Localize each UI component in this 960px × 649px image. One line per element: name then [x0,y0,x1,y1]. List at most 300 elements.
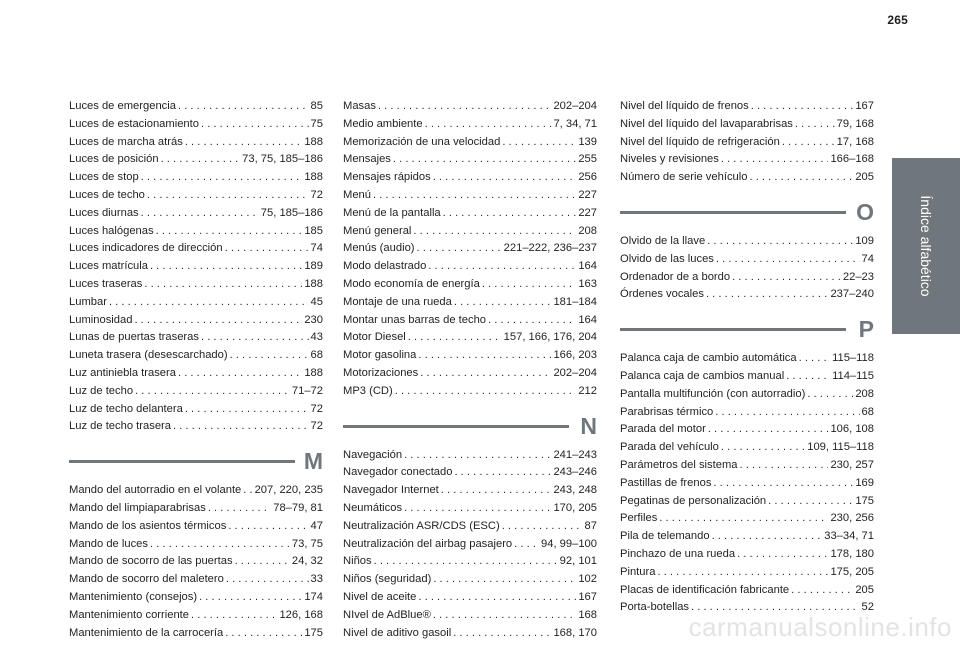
index-entry [343,294,597,312]
index-entry [620,493,874,511]
dot-leader [199,589,302,607]
entry-term: Mantenimiento corriente [69,608,190,621]
entry-term: Mando del autorradio en el volante [69,484,242,497]
dot-leader [230,347,309,365]
dot-leader [185,401,309,419]
entry-term: Motor gasolina [343,349,417,362]
entry-pages: 157, 166, 176, 204 [503,331,597,344]
index-entry [343,571,597,589]
entry-term: Olvido de la llave [620,234,706,247]
entry-pages: 33–34, 71 [824,530,874,543]
entry-pages: 185 [304,224,323,237]
entry-term: Luz antiniebla trasera [69,366,176,379]
entry-term: Montaje de una rueda [343,295,452,308]
entry-pages: 163 [578,277,597,290]
index-entry [620,546,874,564]
index-group [620,198,874,304]
index-entry [620,151,874,169]
entry-pages: 109 [855,234,874,247]
entry-pages: 52 [861,601,874,614]
dot-leader [147,187,309,205]
dot-leader [433,571,576,589]
letter-divider [620,328,846,331]
entry-pages: 243–246 [553,466,597,479]
entry-term: Niños [343,555,372,568]
entry-pages: 174 [304,590,323,603]
entry-term: Motorizaciones [343,366,419,379]
entry-term: Nivel del líquido de refrigeración [620,135,780,148]
index-entry [343,134,597,152]
entry-pages: 72 [310,188,323,201]
dot-leader [706,286,828,304]
entry-term: Nivel de aditivo gasoil [343,626,452,639]
entry-term: Neutralización ASR/CDS (ESC) [343,519,500,532]
entry-term: Modo delastrado [343,260,427,273]
index-group [343,412,597,643]
entry-pages: 256 [578,171,597,184]
entry-term: NIvel de AdBlue® [343,608,431,621]
index-entry [343,447,597,465]
entry-pages: 94, 99–100 [541,537,597,550]
entry-pages: 243, 248 [553,484,597,497]
entry-term: Menús (audio) [343,242,415,255]
entry-term: Niños (seguridad) [343,573,432,586]
dot-leader [768,493,853,511]
dot-leader [751,98,854,116]
index-entry [343,151,597,169]
entry-pages: 230 [304,313,323,326]
index-entry [69,223,323,241]
dot-leader [453,625,551,643]
index-entry [69,258,323,276]
entry-pages: 241–243 [553,448,597,461]
entry-term: Lumbar [69,295,107,308]
index-entry [620,233,874,251]
entry-term: Mensajes [343,153,391,166]
dot-leader [707,233,853,251]
dot-leader [514,536,539,554]
entry-term: Menú [343,188,371,201]
index-entry [620,98,874,116]
index-entry [343,365,597,383]
entry-pages: 188 [304,277,323,290]
index-entry [69,276,323,294]
index-entry [343,625,597,643]
index-entry [343,383,597,401]
letter-heading [343,412,597,445]
entry-pages: 102 [578,573,597,586]
dot-leader [782,134,835,152]
dot-leader [191,607,277,625]
index-group [69,447,323,642]
watermark: carmanualsonline.info [688,612,952,642]
entry-pages: 205 [855,583,874,596]
entry-pages: 188 [304,135,323,148]
index-entry [620,404,874,422]
dot-leader [502,134,576,152]
entry-pages: 164 [578,260,597,273]
entry-pages: 78–79, 81 [273,501,323,514]
entry-pages: 230, 257 [830,458,874,471]
dot-leader [144,276,302,294]
entry-pages: 230, 256 [830,512,874,525]
index-entry [620,386,874,404]
entry-pages: 47 [310,519,323,532]
entry-term: Porta-botellas [620,601,690,614]
entry-pages: 164 [578,313,597,326]
letter-heading [620,315,874,348]
dot-leader [454,464,551,482]
dot-leader [243,482,252,500]
entry-pages: 202–204 [553,100,597,112]
dot-leader [395,383,577,401]
dot-leader [417,240,502,258]
entry-term: Pantalla multifunción (con autorradio) [620,387,806,400]
index-entry [69,205,323,223]
dot-leader [502,518,583,536]
entry-term: Luz de techo delantera [69,402,183,415]
dot-leader [156,223,303,241]
entry-pages: 7, 34, 71 [553,117,597,130]
entry-pages: 189 [304,260,323,273]
index-group [620,315,874,617]
index-entry [343,116,597,134]
index-entry [69,134,323,152]
entry-term: Mensajes rápidos [343,171,431,184]
entry-pages: 87 [584,519,597,532]
dot-leader [235,553,290,571]
entry-term: Mando del limpiaparabrisas [69,501,206,514]
index-entry [620,439,874,457]
index-entry [343,500,597,518]
section-tab [892,158,960,334]
index-entry [620,368,874,386]
entry-pages: 227 [578,206,597,219]
letter-heading [620,198,874,231]
entry-term: Ordenador de a bordo [620,270,731,283]
entry-pages: 106, 108 [830,423,874,436]
index-entry [343,312,597,330]
dot-leader [135,383,290,401]
entry-term: Luces traseras [69,277,143,290]
index-entry [343,536,597,554]
dot-leader [708,421,829,439]
index-entry [69,329,323,347]
entry-pages: 167 [578,590,597,603]
dot-leader [134,312,302,330]
dot-leader [161,151,241,169]
entry-term: Menú general [343,224,412,237]
index-column-1 [69,98,323,642]
dot-leader [185,134,303,152]
entry-term: Luneta trasera (desescarchado) [69,349,228,362]
entry-term: Medio ambiente [343,117,423,130]
entry-pages: 207, 220, 235 [254,484,323,497]
entry-term: Perfiles [620,512,658,525]
entry-term: Luces de stop [69,171,139,184]
entry-term: Navegador Internet [343,484,439,497]
index-entry [343,482,597,500]
index-entry [343,187,597,205]
dot-leader [413,223,576,241]
entry-pages: 43 [310,331,323,344]
index-entry [69,536,323,554]
entry-term: Luces matrícula [69,260,148,273]
dot-leader [433,169,577,187]
entry-term: Número de serie vehículo [620,171,748,184]
index-entry [343,553,597,571]
entry-pages: 68 [310,349,323,362]
entry-term: Luminosidad [69,313,133,326]
entry-pages: 188 [304,171,323,184]
entry-term: Neumáticos [343,501,403,514]
index-column-2 [343,98,597,642]
dot-leader [178,98,309,116]
dot-leader [404,447,551,465]
entry-pages: 208 [855,387,874,400]
index-group [69,98,323,436]
entry-pages: 115–118 [832,352,874,365]
dot-leader [420,365,551,383]
entry-term: Pegatinas de personalización [620,494,767,507]
entry-pages: 139 [578,135,597,148]
dot-leader [795,116,835,134]
entry-term: Parada del vehículo [620,441,719,454]
entry-pages: 79, 168 [836,117,874,130]
dot-leader [737,546,828,564]
entry-pages: 17, 168 [836,135,874,148]
index-entry [343,347,597,365]
dot-leader [454,294,552,312]
entry-pages: 181–184 [553,295,597,308]
entry-term: Motor Diesel [343,331,406,344]
entry-pages: 24, 32 [291,555,323,568]
entry-pages: 74 [310,242,323,255]
entry-term: Parámetros del sistema [620,458,738,471]
index-entry [620,564,874,582]
entry-pages: 73, 75, 185–186 [242,153,323,166]
dot-leader [173,418,309,436]
entry-term: Luces de techo [69,188,145,201]
dot-leader [226,571,309,589]
index-entry [69,187,323,205]
index-entry [69,240,323,258]
index-entry [620,169,874,187]
entry-pages: 126, 168 [279,608,323,621]
index-entry [343,607,597,625]
entry-term: Parada del motor [620,423,706,436]
index-entry [69,418,323,436]
index-entry [620,528,874,546]
dot-leader [150,258,302,276]
index-entry [69,365,323,383]
entry-term: Palanca caja de cambio automática [620,352,797,365]
dot-leader [225,240,309,258]
index-entry [620,582,874,600]
dot-leader [201,116,309,134]
dot-leader [443,205,577,223]
entry-term: Menú de la pantalla [343,206,441,219]
entry-term: Luces indicadores de dirección [69,242,223,255]
dot-leader [228,518,308,536]
index-entry [620,510,874,528]
index-entry [343,98,597,116]
dot-leader [374,553,558,571]
entry-term: Nivel de aceite [343,590,417,603]
entry-pages: 205 [855,171,874,184]
entry-pages: 85 [310,100,323,112]
dot-leader [740,457,829,475]
dot-leader [418,589,576,607]
entry-pages: 175, 205 [830,565,874,578]
entry-term: Luces de marcha atrás [69,135,183,148]
entry-pages: 166, 203 [553,349,597,362]
entry-pages: 68 [861,405,874,418]
entry-term: Mando de los asientos térmicos [69,519,227,532]
entry-pages: 175 [304,626,323,639]
entry-pages: 74 [861,252,874,265]
index-entry [69,169,323,187]
entry-pages: 167 [855,100,874,112]
index-group [343,98,597,401]
index-entry [69,518,323,536]
entry-term: Niveles y revisiones [620,153,719,166]
entry-term: Mando de luces [69,537,148,550]
entry-term: Neutralización del airbag pasajero [343,537,513,550]
dot-leader [425,116,552,134]
entry-pages: 168 [578,608,597,621]
index-entry [620,457,874,475]
entry-pages: 170, 205 [553,501,597,514]
entry-term: Pila de telemando [620,530,710,543]
index-entry [69,589,323,607]
index-entry [69,625,323,643]
dot-leader [428,258,576,276]
dot-leader [721,151,829,169]
entry-pages: 45 [310,295,323,308]
index-entry [343,329,597,347]
letter-heading [69,447,323,480]
entry-term: Pastillas de frenos [620,476,712,489]
entry-term: Mantenimiento de la carrocería [69,626,224,639]
dot-leader [404,500,551,518]
entry-pages: 178, 180 [830,547,874,560]
index-entry [620,475,874,493]
entry-term: Lunas de puertas traseras [69,331,199,344]
dot-leader [807,386,853,404]
entry-term: Mantenimiento (consejos) [69,590,198,603]
entry-pages: 109, 115–118 [807,441,874,454]
dot-leader [201,329,309,347]
dot-leader [150,536,290,554]
entry-pages: 73, 75 [291,537,323,550]
dot-leader [393,151,576,169]
index-column-3 [620,98,874,617]
entry-term: Palanca caja de cambios manual [620,369,785,382]
index-entry [620,134,874,152]
index-entry [620,116,874,134]
entry-term: Luces halógenas [69,224,154,237]
dot-leader [225,625,302,643]
index-entry [343,258,597,276]
dot-leader [418,347,551,365]
entry-pages: 221–222, 236–237 [503,242,597,255]
entry-term: Nivel del líquido del lavaparabrisas [620,117,793,130]
dot-leader [712,528,823,546]
entry-pages: 92, 101 [559,555,597,568]
index-entry [69,607,323,625]
dot-leader [657,564,828,582]
dot-leader [208,500,271,518]
index-entry [343,589,597,607]
entry-term: Navegador conectado [343,466,453,479]
dot-leader [713,475,853,493]
index-entry [343,240,597,258]
index-entry [69,571,323,589]
entry-term: Luz de techo trasera [69,420,171,433]
dot-leader [141,205,259,223]
dot-leader [799,350,830,368]
dot-leader [433,607,576,625]
section-letter: M [303,448,323,475]
entry-term: Luces de posición [69,153,159,166]
entry-pages: 237–240 [830,288,874,301]
entry-pages: 75, 185–186 [260,206,323,219]
entry-term: Olvido de las luces [620,252,714,265]
index-entry [69,312,323,330]
entry-term: Modo economía de energía [343,277,480,290]
entry-pages: 255 [578,153,597,166]
entry-term: Mando de socorro de las puertas [69,555,233,568]
entry-pages: 227 [578,188,597,201]
dot-leader [373,187,576,205]
entry-term: MP3 (CD) [343,384,393,397]
entry-pages: 202–204 [553,366,597,379]
entry-term: Pinchazo de una rueda [620,547,736,560]
index-entry [343,205,597,223]
dot-leader [749,169,853,187]
index-entry [620,286,874,304]
index-entry [343,169,597,187]
index-entry [69,482,323,500]
entry-term: Luces de estacionamiento [69,117,199,130]
entry-pages: 169 [855,476,874,489]
index-entry [343,223,597,241]
index-entry [69,294,323,312]
entry-term: Pintura [620,565,656,578]
entry-term: Luces de emergencia [69,100,176,112]
entry-pages: 75 [310,117,323,130]
entry-pages: 208 [578,224,597,237]
index-entry [69,500,323,518]
dot-leader [791,582,853,600]
dot-leader [141,169,303,187]
dot-leader [732,269,841,287]
dot-leader [659,510,828,528]
dot-leader [109,294,309,312]
entry-pages: 212 [578,384,597,397]
dot-leader [716,251,860,269]
letter-divider [69,460,295,463]
index-entry [69,401,323,419]
dot-leader [441,482,552,500]
section-tab-label: Índice alfabético [918,195,934,297]
entry-pages: 175 [855,494,874,507]
index-entry [69,98,323,116]
entry-pages: 188 [304,366,323,379]
dot-leader [488,312,576,330]
section-letter: O [856,198,874,225]
